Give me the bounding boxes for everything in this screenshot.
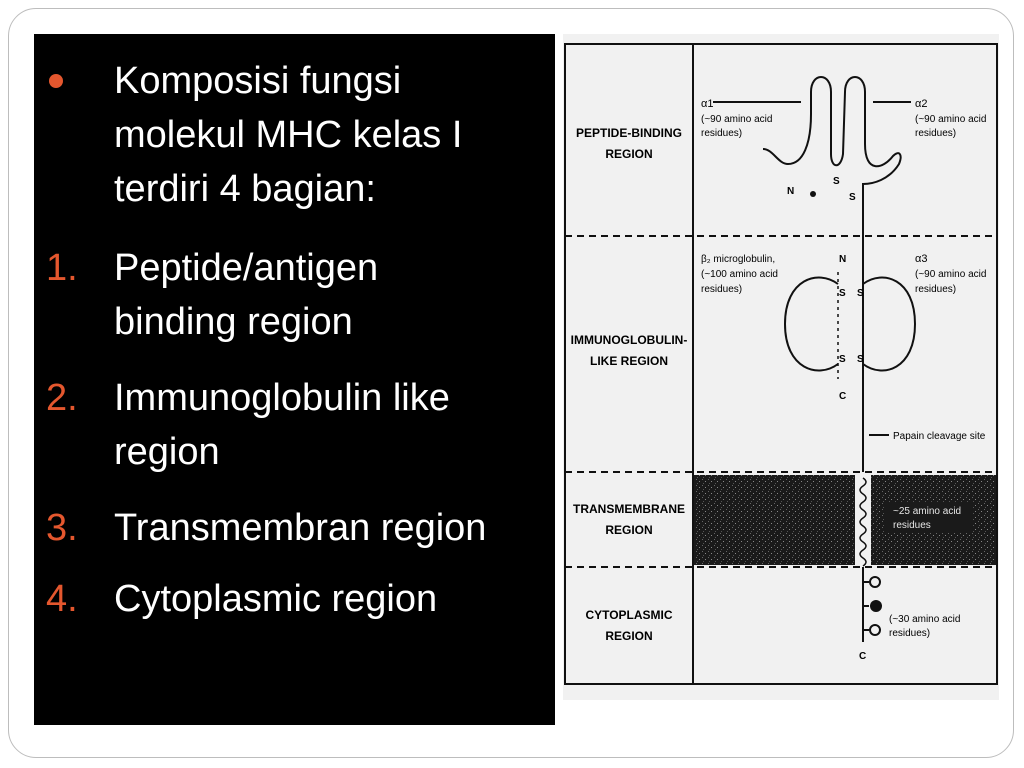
text-line: Komposisi fungsi: [114, 60, 402, 102]
n-terminus-label: N: [787, 186, 795, 197]
alpha1-note: (~90 amino acid: [701, 114, 773, 125]
text-line: binding region: [114, 301, 353, 343]
text-line: Cytoplasmic region: [114, 578, 438, 620]
transmembrane-note: residues: [893, 520, 931, 531]
helix-segment: [855, 475, 871, 565]
mhc-class-i-diagram: [563, 34, 999, 700]
mhc-diagram-panel: [563, 34, 999, 700]
alpha3-domain: [863, 277, 915, 370]
item-number: 4.: [46, 578, 78, 620]
region-label: REGION: [605, 147, 653, 161]
c-terminus-label: C: [839, 391, 847, 402]
cytoplasmic-note: (~30 amino acid: [889, 614, 961, 625]
item-text: [114, 572, 554, 626]
phosphate-icon: [870, 577, 880, 587]
beta2m-note: residues): [701, 284, 743, 295]
text-line: Immunoglobulin like: [114, 377, 450, 419]
alpha3-label: α3: [915, 253, 928, 265]
alpha3-note: residues): [915, 284, 957, 295]
text-line: molekul MHC kelas I: [114, 114, 463, 156]
beta2m-label: β₂ microglobulin,: [701, 254, 776, 265]
item-number: 1.: [46, 247, 78, 289]
sulfur-label: S: [857, 288, 864, 299]
region-label: LIKE REGION: [589, 354, 669, 368]
alpha1-note: residues): [701, 128, 743, 139]
sulfur-label: S: [833, 176, 840, 187]
item-text: [114, 501, 554, 555]
transmembrane-note: ~25 amino acid: [893, 506, 962, 517]
region-label: PEPTIDE-BINDING: [575, 126, 683, 140]
region-label: IMMUNOGLOBULIN-: [570, 333, 688, 347]
bullet-text: [114, 54, 554, 216]
item-text: [114, 371, 554, 479]
bullet-dot-icon: [49, 74, 63, 88]
alpha2-note: (~90 amino acid: [915, 114, 987, 125]
n-terminus-label: N: [839, 254, 847, 265]
text-line: Transmembran region: [114, 507, 487, 549]
phosphate-filled-icon: [870, 600, 882, 612]
item-number: 3.: [46, 507, 78, 549]
sulfur-label: S: [839, 354, 846, 365]
c-terminus-label: C: [859, 651, 867, 662]
text-line: Peptide/antigen: [114, 247, 379, 289]
cytoplasmic-note: residues): [889, 628, 931, 639]
region-label: CYTOPLASMIC: [585, 608, 673, 622]
alpha-chain-backbone: [763, 77, 901, 472]
alpha2-note: residues): [915, 128, 957, 139]
disulfide-dot: [810, 191, 816, 197]
sulfur-label: S: [857, 354, 864, 365]
text-line: terdiri 4 bagian:: [114, 168, 376, 210]
phosphate-icon: [870, 625, 880, 635]
alpha2-label: α2: [915, 98, 928, 110]
region-label: REGION: [605, 523, 653, 537]
sulfur-label: S: [849, 192, 856, 203]
text-line: region: [114, 431, 220, 473]
papain-label: Papain cleavage site: [893, 431, 986, 442]
alpha3-note: (~90 amino acid: [915, 269, 987, 280]
region-label: TRANSMEMBRANE: [573, 502, 685, 516]
item-text: [114, 241, 554, 349]
region-label: REGION: [605, 629, 653, 643]
item-number: 2.: [46, 377, 78, 419]
text-panel: [34, 34, 555, 725]
beta2m-domain: [785, 277, 838, 370]
alpha1-label: α1: [701, 98, 714, 110]
sulfur-label: S: [839, 288, 846, 299]
beta2m-note: (~100 amino acid: [701, 269, 778, 280]
